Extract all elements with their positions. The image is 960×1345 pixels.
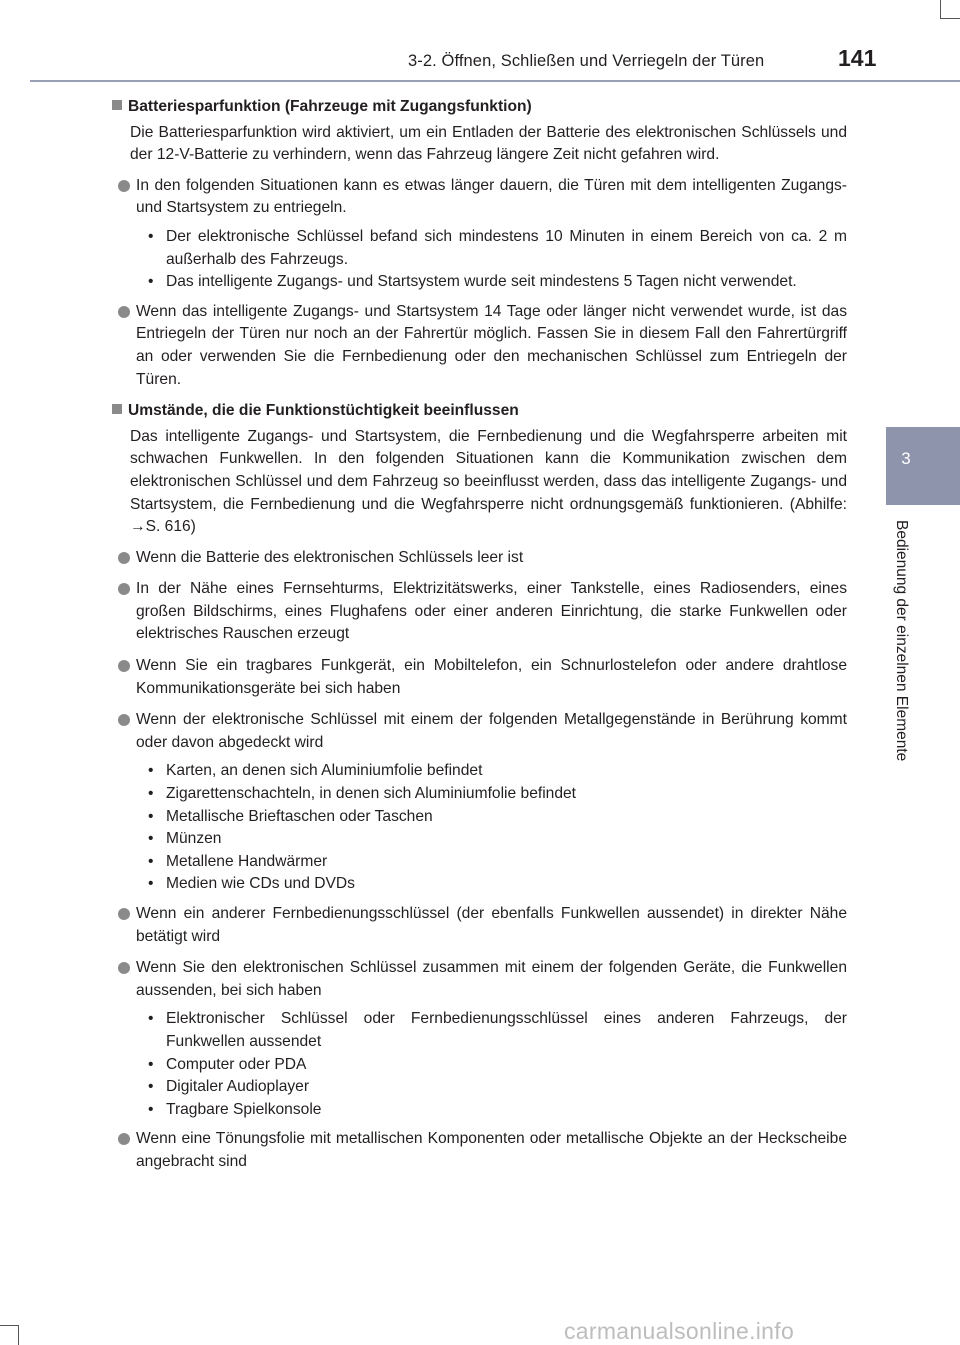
- section-heading-text: Batteriesparfunktion (Fahrzeuge mit Zugangsfunktion): [128, 98, 532, 115]
- paragraph: Die Batteriesparfunktion wird aktiviert, um ein Entladen der Batterie des elektronischen Schlüssels und der 12-V-Batterie zu verhindern, wenn das Fahrzeug längere Zeit nicht gefahren wird.: [130, 123, 847, 164]
- circle-bullet-icon: [118, 552, 130, 564]
- circle-bullet-icon: [118, 306, 130, 318]
- sub-list-item: • Metallische Brieftaschen oder Taschen: [148, 807, 433, 825]
- sub-list-item: • Münzen: [148, 830, 222, 848]
- square-bullet-icon: [112, 404, 122, 414]
- sub-list: [148, 226, 847, 294]
- main-content: [112, 96, 847, 1183]
- sub-list-item: • Computer oder PDA: [148, 1055, 307, 1073]
- list-item: Wenn eine Tönungsfolie mit metallischen Komponenten oder metallische Objekte an der Heckscheibe angebracht sind: [118, 1128, 847, 1173]
- circle-bullet-icon: [118, 1133, 130, 1145]
- circle-bullet-icon: [118, 180, 130, 192]
- circle-bullet-icon: [118, 660, 130, 672]
- circle-bullet-icon: [118, 583, 130, 595]
- section-heading-text: Umstände, die die Funktionstüchtigkeit beeinflussen: [128, 402, 519, 420]
- crop-mark: [18, 1325, 19, 1345]
- sub-list-item: • Elektronischer Schlüssel oder Fernbedienungsschlüssel eines anderen Fahrzeugs, der Funkwellen aussendet: [148, 1010, 847, 1050]
- section-heading: [112, 96, 847, 119]
- list-item: In den folgenden Situationen kann es etwas länger dauern, die Türen mit dem intelligenten Zugangs- und Startsystem zu entriegeln.: [118, 175, 847, 220]
- square-bullet-icon: [112, 100, 122, 110]
- sub-list: [148, 760, 847, 896]
- list-item: Wenn Sie den elektronischen Schlüssel zusammen mit einem der folgenden Geräte, die Funkwellen aussenden, bei sich haben: [118, 957, 847, 1002]
- sub-list-item: • Der elektronische Schlüssel befand sich mindestens 10 Minuten in einem Bereich von ca. 2 m außerhalb des Fahrzeugs.: [148, 227, 847, 268]
- list-item: Wenn Sie ein tragbares Funkgerät, ein Mobiltelefon, ein Schnurlostelefon oder andere drahtlose Kommunikationsgeräte bei sich haben: [118, 655, 847, 700]
- sub-list-item: • Tragbare Spielkonsole: [148, 1100, 322, 1118]
- paragraph: Das intelligente Zugangs- und Startsystem, die Fernbedienung und die Wegfahrsperre arbeiten mit schwachen Funkwellen. In den folgenden Situationen kann die Kommunikation zwischen dem elektronischen Schlüssel und dem Fahrzeug so beeinflusst werden, dass das intelligente Zugangs- und Startsystem, die Fernbedienung und die Wegfahrsperre nicht ordnungsgemäß funktionieren. (Abhilfe: →S. 616): [130, 427, 847, 536]
- list-item: Wenn der elektronische Schlüssel mit einem der folgenden Metallgegenstände in Berührung kommt oder davon abgedeckt wird: [118, 709, 847, 754]
- circle-bullet-icon: [118, 962, 130, 974]
- sub-list-item: • Das intelligente Zugangs- und Startsystem wurde seit mindestens 5 Tagen nicht verwendet.: [148, 273, 797, 291]
- header-divider: [30, 80, 960, 82]
- sub-list-item: • Karten, an denen sich Aluminiumfolie befindet: [148, 762, 483, 780]
- sub-list-item: • Digitaler Audioplayer: [148, 1078, 310, 1096]
- list-item: Wenn das intelligente Zugangs- und Startsystem 14 Tage oder länger nicht verwendet wurde, ist das Entriegeln der Türen nur noch an der Fahrertür möglich. Fassen Sie in diesem Fall den Fahrertürgriff an oder verwenden Sie die Fernbedienung oder den mechanischen Schlüssel zum Entriegeln der Türen.: [118, 301, 847, 391]
- sub-list-item: • Metallene Handwärmer: [148, 852, 328, 870]
- page-number: 141: [838, 45, 877, 71]
- list-item: Wenn die Batterie des elektronischen Schlüssels leer ist: [118, 547, 847, 570]
- side-tab-label: [892, 520, 914, 795]
- page-header: [0, 0, 960, 82]
- chapter-number: 3: [901, 449, 911, 468]
- crop-mark: [0, 1325, 18, 1326]
- section-heading: [112, 400, 847, 423]
- circle-bullet-icon: [118, 714, 130, 726]
- sub-list: [148, 1008, 847, 1121]
- sub-list-item: • Medien wie CDs und DVDs: [148, 875, 355, 893]
- list-item: Wenn ein anderer Fernbedienungsschlüssel (der ebenfalls Funkwellen aussendet) in direkter Nähe betätigt wird: [118, 903, 847, 948]
- sub-list-item: • Zigarettenschachteln, in denen sich Aluminiumfolie befindet: [148, 785, 577, 803]
- circle-bullet-icon: [118, 908, 130, 920]
- chapter-title: 3-2. Öffnen, Schließen und Verriegeln der Türen: [408, 52, 765, 70]
- chapter-tab: [886, 427, 960, 505]
- side-tab-text: Bedienung der einzelnen Elemente: [893, 520, 910, 762]
- watermark-link[interactable]: carmanualsonline.info: [564, 1318, 795, 1344]
- list-item: In der Nähe eines Fernsehturms, Elektrizitätswerks, einer Tankstelle, eines Radiosenders, eines großen Bildschirms, eines Flughafens oder einer anderen Einrichtung, die starke Funkwellen oder elektrisches Rauschen erzeugt: [118, 578, 847, 646]
